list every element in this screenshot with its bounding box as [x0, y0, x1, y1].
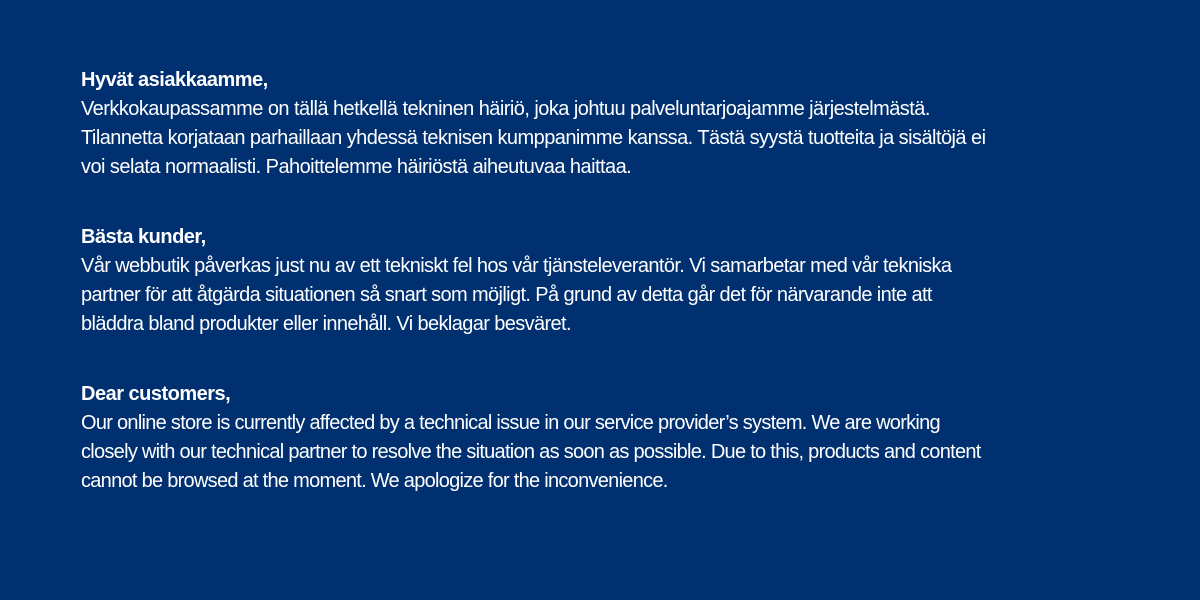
message-line: Vår webbutik påverkas just nu av ett tekniskt fel hos vår tjänsteleverantör. Vi samarbetar med vår tekniska — [81, 255, 952, 277]
notice-english — [81, 380, 1161, 496]
message-line: bläddra bland produkter eller innehåll. Vi beklagar besväret. — [81, 313, 571, 335]
message-line: Verkkokaupassamme on tällä hetkellä tekninen häiriö, joka johtuu palveluntarjoajamme järjestelmästä. — [81, 98, 930, 120]
greeting-english: Dear customers, — [81, 383, 231, 405]
message-line: Tilannetta korjataan parhaillaan yhdessä teknisen kumppanimme kanssa. Tästä syystä tuotteita ja sisältöjä ei — [81, 127, 986, 149]
greeting-swedish: Bästa kunder, — [81, 226, 206, 248]
message-line: partner för att åtgärda situationen så snart som möjligt. På grund av detta går det för närvarande inte att — [81, 284, 932, 306]
message-line: Our online store is currently affected by a technical issue in our service provider’s system. We are working — [81, 412, 940, 434]
notice-finnish — [81, 66, 1161, 182]
greeting-finnish: Hyvät asiakkaamme, — [81, 69, 268, 91]
message-line: cannot be browsed at the moment. We apologize for the inconvenience. — [81, 470, 668, 492]
message-line: closely with our technical partner to resolve the situation as soon as possible. Due to this, products and content — [81, 441, 981, 463]
message-line: voi selata normaalisti. Pahoittelemme häiriöstä aiheutuvaa haittaa. — [81, 156, 632, 178]
maintenance-notice — [81, 66, 1161, 496]
notice-swedish — [81, 223, 1161, 339]
